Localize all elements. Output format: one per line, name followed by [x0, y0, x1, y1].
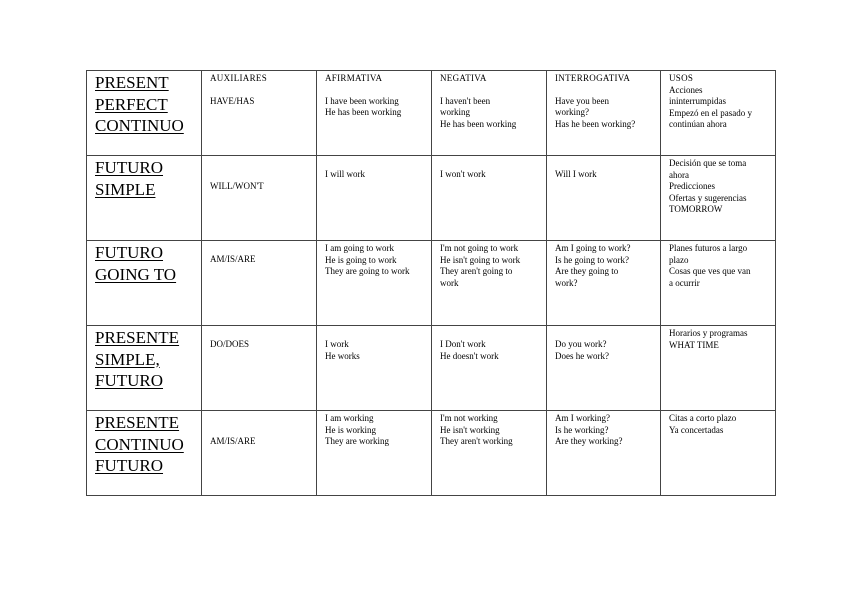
table-row: [87, 156, 776, 241]
negativa-cell: [432, 326, 547, 411]
auxiliares-cell: [202, 71, 317, 156]
tense-cell: [87, 241, 202, 326]
usos-cell: [661, 71, 776, 156]
afirmativa-text: I am going to work He is going to work They are going to work: [325, 243, 410, 277]
usos-text: Planes futuros a largo plazo Cosas que ves que van a ocurrir: [669, 243, 751, 288]
tense-cell: [87, 326, 202, 411]
interrogativa-cell: [547, 411, 661, 496]
aux-value: AM/IS/ARE: [210, 254, 256, 264]
header-usos: USOS: [669, 73, 694, 83]
negativa-text: I Don't work He doesn't work: [440, 339, 499, 361]
afirmativa-cell: [317, 411, 432, 496]
afirmativa-text: I work He works: [325, 339, 360, 361]
negativa-text: I'm not working He isn't working They aren't working: [440, 413, 513, 447]
tense-table: [86, 70, 776, 496]
header-afirmativa: AFIRMATIVA: [325, 73, 383, 83]
negativa-text: I won't work: [440, 169, 486, 179]
usos-text: Citas a corto plazo Ya concertadas: [669, 413, 737, 435]
tense-name: PRESENTE CONTINUO FUTURO: [95, 413, 184, 475]
tense-cell: [87, 411, 202, 496]
table-row: [87, 241, 776, 326]
usos-cell: [661, 326, 776, 411]
negativa-text: I'm not going to work He isn't going to work They aren't going to work: [440, 243, 521, 288]
negativa-cell: [432, 411, 547, 496]
afirmativa-cell: [317, 71, 432, 156]
tense-cell: [87, 156, 202, 241]
interrogativa-text: Am I going to work? Is he going to work? Are they going to work?: [555, 243, 631, 288]
afirmativa-cell: [317, 326, 432, 411]
interrogativa-text: Do you work? Does he work?: [555, 339, 609, 361]
interrogativa-cell: [547, 156, 661, 241]
usos-cell: [661, 241, 776, 326]
interrogativa-text: Have you been working? Has he been working?: [555, 95, 636, 129]
afirmativa-cell: [317, 156, 432, 241]
tense-name: FUTURO GOING TO: [95, 243, 177, 284]
tense-name: PRESENTE SIMPLE, FUTURO: [95, 328, 180, 390]
afirmativa-text: I am working He is working They are working: [325, 413, 389, 447]
header-interrogativa: INTERROGATIVA: [555, 73, 631, 83]
auxiliares-cell: [202, 241, 317, 326]
tense-name: PRESENT PERFECT CONTINUO: [95, 73, 184, 135]
usos-cell: [661, 156, 776, 241]
header-negativa: NEGATIVA: [440, 73, 487, 83]
usos-text: Horarios y programas WHAT TIME: [669, 328, 748, 350]
table-row: [87, 411, 776, 496]
auxiliares-cell: [202, 156, 317, 241]
interrogativa-text: Will I work: [555, 169, 597, 179]
afirmativa-text: I have been working He has been working: [325, 95, 402, 118]
negativa-cell: [432, 71, 547, 156]
aux-value: HAVE/HAS: [210, 95, 255, 106]
aux-value: AM/IS/ARE: [210, 436, 256, 446]
usos-text: Acciones ininterrumpidas Empezó en el pasado y continúan ahora: [669, 84, 752, 130]
negativa-cell: [432, 156, 547, 241]
header-auxiliares: AUXILIARES: [210, 73, 267, 83]
aux-value: WILL/WON'T: [210, 181, 264, 191]
tense-name: FUTURO SIMPLE: [95, 158, 164, 199]
afirmativa-cell: [317, 241, 432, 326]
tense-cell: [87, 71, 202, 156]
usos-text: Decisión que se toma ahora Predicciones Ofertas y sugerencias TOMORROW: [669, 158, 747, 215]
table-row: [87, 71, 776, 156]
table-row: [87, 326, 776, 411]
interrogativa-cell: [547, 241, 661, 326]
auxiliares-cell: [202, 411, 317, 496]
negativa-text: I haven't been working He has been working: [440, 95, 517, 129]
interrogativa-cell: [547, 71, 661, 156]
afirmativa-text: I will work: [325, 169, 365, 179]
interrogativa-cell: [547, 326, 661, 411]
usos-cell: [661, 411, 776, 496]
auxiliares-cell: [202, 326, 317, 411]
interrogativa-text: Am I working? Is he working? Are they working?: [555, 413, 623, 447]
negativa-cell: [432, 241, 547, 326]
aux-value: DO/DOES: [210, 339, 250, 349]
